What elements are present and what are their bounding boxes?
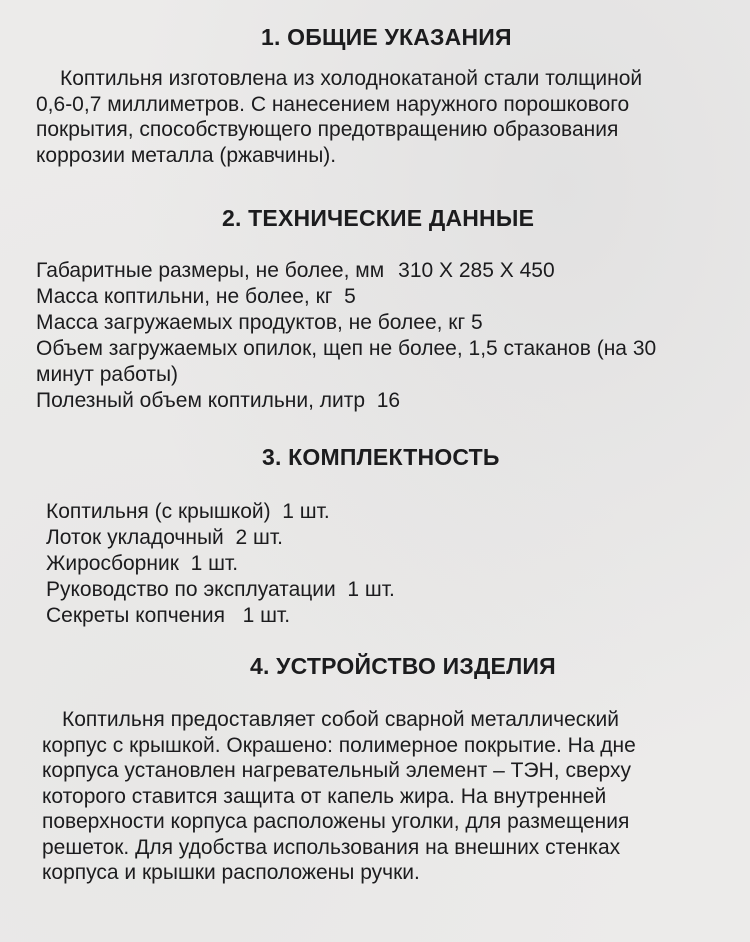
list-item	[46, 551, 395, 577]
paragraph-line: корпус с крышкой. Окрашено: полимерное покрытие. На дне	[42, 733, 636, 757]
spec-label: Объем загружаемых опилок, щеп не более, 1,5 стаканов (на 30	[36, 337, 657, 360]
paragraph-line: Коптильня предоставляет собой сварной металлический	[62, 708, 619, 731]
spec-label: Габаритные размеры, не более, мм	[36, 259, 385, 282]
list-item	[46, 499, 395, 525]
paragraph-line: решеток. Для удобства использования на внешних стенках	[42, 835, 621, 859]
spec-row-sawdust	[36, 336, 656, 362]
package-contents-list	[46, 499, 395, 629]
section-1-paragraph	[36, 66, 642, 168]
paragraph-line: которого ставится защита от капель жира. На внутренней	[42, 784, 607, 808]
spec-value: 310 X 285 X 450	[398, 259, 555, 282]
spec-label: Масса загружаемых продуктов, не более, кг	[36, 311, 466, 334]
section-2-title: 2. ТЕХНИЧЕСКИЕ ДАННЫЕ	[222, 205, 535, 231]
spec-value: 16	[376, 389, 401, 412]
item-name: Секреты копчения	[46, 604, 226, 627]
item-name: Руководство по эксплуатации	[46, 578, 336, 601]
paragraph-line: коррозии металла (ржавчины).	[36, 143, 337, 167]
paragraph-line: поверхности корпуса расположены уголки, для размещения	[42, 810, 630, 833]
paragraph-line: Коптильня изготовлена из холоднокатаной стали толщиной	[60, 67, 643, 90]
spec-row-dimensions	[36, 258, 656, 284]
technical-specs-list	[36, 258, 656, 414]
paragraph-line: 0,6-0,7 миллиметров. С нанесением наружного порошкового	[36, 92, 630, 116]
paragraph-line: покрытия, способствующего предотвращению образования	[36, 118, 619, 141]
spec-row-volume	[36, 388, 656, 414]
item-name: Лоток укладочный	[46, 526, 224, 549]
item-qty: 1 шт.	[190, 552, 239, 575]
item-qty: 1 шт.	[242, 604, 291, 627]
paragraph-line: корпуса и крышки расположены ручки.	[42, 861, 420, 884]
spec-label: Полезный объем коптильни, литр	[36, 389, 366, 412]
spec-value: 5	[344, 285, 356, 308]
spec-row-mass	[36, 284, 656, 310]
spec-label: Масса коптильни, не более, кг	[36, 285, 333, 308]
item-qty: 1 шт.	[282, 500, 330, 523]
spec-row-load-mass	[36, 310, 656, 336]
spec-value: 5	[471, 311, 483, 334]
section-3-title: 3. КОМПЛЕКТНОСТЬ	[262, 444, 500, 470]
section-4-title: 4. УСТРОЙСТВО ИЗДЕЛИЯ	[250, 653, 556, 679]
spec-row-sawdust-cont	[36, 362, 656, 388]
list-item	[46, 577, 395, 603]
item-name: Коптильня (с крышкой)	[46, 500, 271, 523]
item-qty: 2 шт.	[235, 526, 283, 549]
item-qty: 1 шт.	[347, 578, 395, 601]
section-1-title: 1. ОБЩИЕ УКАЗАНИЯ	[261, 24, 512, 50]
section-4-paragraph	[42, 707, 636, 886]
item-name: Жиросборник	[46, 552, 179, 575]
paragraph-line: корпуса установлен нагревательный элемент – ТЭН, сверху	[42, 759, 631, 782]
list-item	[46, 525, 395, 551]
spec-label: минут работы)	[36, 363, 179, 386]
list-item	[46, 603, 395, 629]
